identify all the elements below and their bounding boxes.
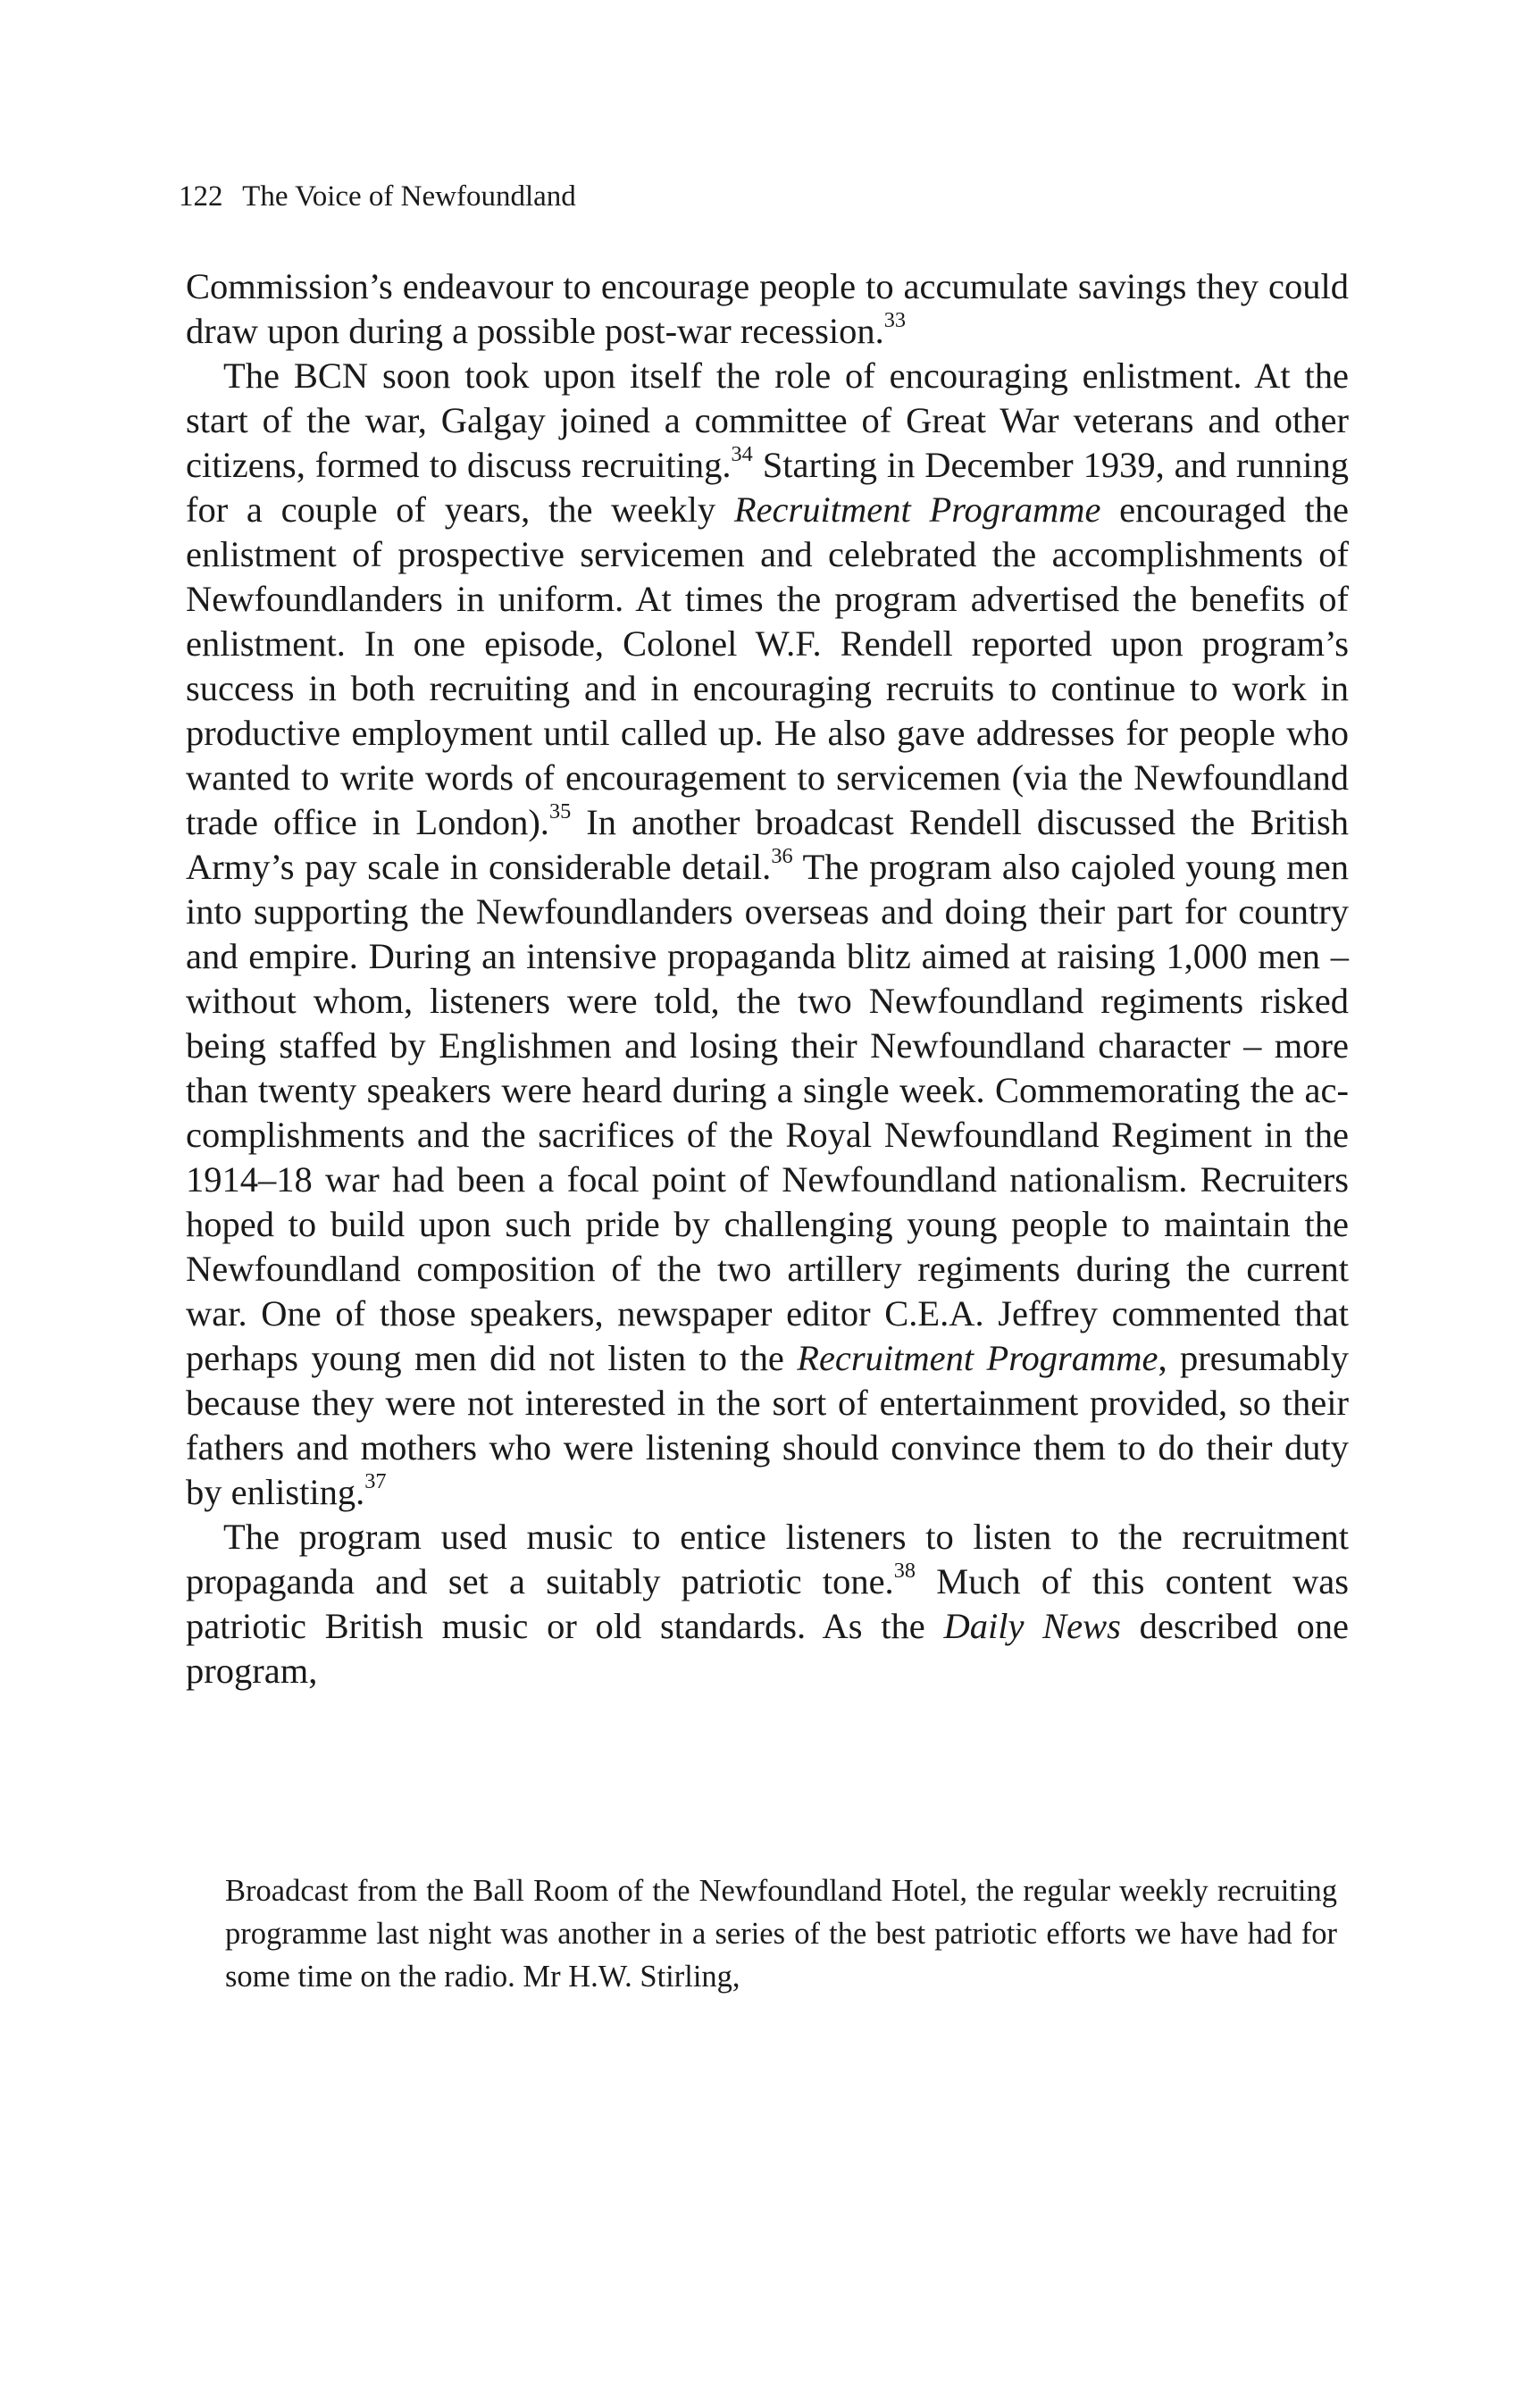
body-text [186,264,1349,1693]
footnote-marker: 35 [548,798,572,824]
italic-title: Recruitment Programme [733,489,1101,530]
text-run: The program used music to entice listeners to listen to the recruitment propaganda and set a suitably patriotic tone. [186,1517,1349,1601]
block-quote [225,1869,1337,1998]
text-run: Much of this content was patriotic British music or old standards. As the [186,1561,1349,1646]
running-head-title: The Voice of Newfoundland [242,180,576,213]
text-run: The BCN soon took upon itself the role of encouraging enlistment. At the start of the war, Galgay joined a committee of Great War veterans and other citizens, formed to discuss recruiting. [186,355,1349,485]
text-run: described one program, [186,1606,1349,1691]
running-head [179,175,576,218]
text-run: , presumably because they were not interested in the sort of entertainment provided, so their fathers and mothers who were listening should convince them to do their duty by enlisting. [186,1338,1349,1512]
italic-title: Daily News [943,1606,1121,1646]
text-run: Starting in December 1939, and running for a couple of years, the weekly [186,445,1349,530]
text-run: The program also cajoled young men into supporting the Newfoundlanders overseas and doing their part for country and empire. During an intensive propaganda blitz aimed at raising 1,000 men – without whom, listeners were told, the two Newfoundland regiments risked being staffed by Englishmen and losing their Newfoundland character – more than twenty speakers were heard during a single week. Commemorating the accomplishments and the sacrifices of the Royal Newfoundland Regiment in the 1914–18 war had been a focal point of Newfoundland nationalism. Recruiters hoped to build upon such pride by challenging young people to maintain the Newfoundland composition of the two artillery regiments during the current war. One of those speakers, newspaper editor C.E.A. Jeffrey commented that perhaps young men did not listen to the [186,847,1349,1378]
text-run: In another broadcast Rendell discussed the British Army’s pay scale in considerable detail. [186,802,1349,887]
body-paragraph [186,264,1349,354]
body-paragraph [186,1515,1349,1693]
footnote-marker: 36 [771,843,793,868]
body-paragraph [186,354,1349,1515]
footnote-marker: 33 [883,307,906,332]
text-run: encouraged the enlistment of prospective servicemen and celebrated the accomplishments of Newfoundlanders in uniform. At times the program advertised the benefits of enlistment. In one episode, Colonel W.F. Rendell reported upon program’s success in both recruiting and in encouraging recruits to continue to work in productive employment until called up. He also gave addresses for people who wanted to write words of encouragement to servicemen (via the Newfoundland trade office in London). [186,489,1349,842]
block-quote-text: Broadcast from the Ball Room of the Newfoundland Hotel, the regular weekly recruiting programme last night was another in a series of the best patriotic efforts we have had for some time on the radio. Mr H.W. Stirling, [225,1874,1337,1994]
footnote-marker: 37 [364,1468,387,1493]
footnote-marker: 34 [731,441,753,466]
text-run: Commission’s endeavour to encourage people to accumulate savings they could draw upon during a possible post-war recession. [186,266,1349,351]
footnote-marker: 38 [893,1558,916,1583]
italic-title: Recruitment Programme [797,1338,1158,1378]
page-number: 122 [179,180,223,213]
